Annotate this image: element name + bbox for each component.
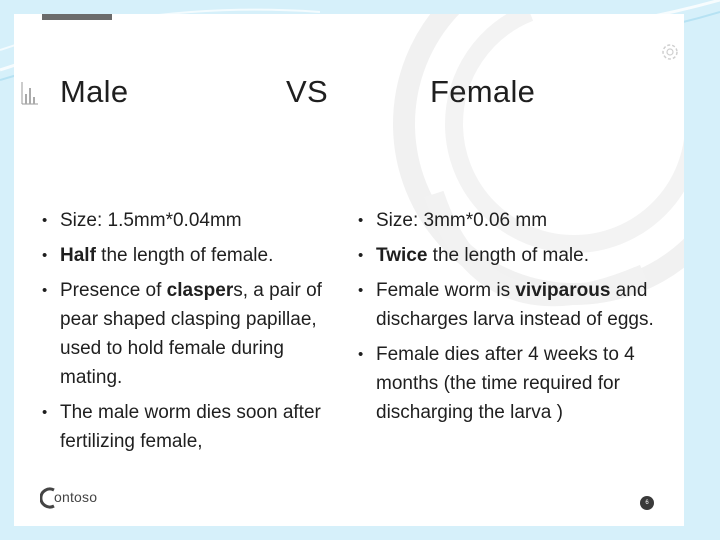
heading-female: Female — [430, 74, 536, 109]
list-item: • Female worm is viviparous and discharges larva instead of eggs. — [354, 276, 674, 334]
list-item: • Size: 1.5mm*0.04mm — [38, 206, 338, 235]
heading-vs: VS — [286, 74, 328, 109]
bullet-dot: • — [42, 282, 48, 299]
bullet-dot: • — [42, 212, 48, 229]
title-accent-bar — [42, 14, 112, 20]
list-item: • The male worm dies soon after fertilizing female, — [38, 398, 338, 456]
bar-chart-icon — [20, 80, 40, 106]
female-points-list — [354, 206, 674, 433]
list-item: • Size: 3mm*0.06 mm — [354, 206, 674, 235]
bullet-dot: • — [42, 247, 48, 264]
list-item: • Half the length of female. — [38, 241, 338, 270]
gear-icon — [658, 40, 682, 64]
bullet-dot: • — [358, 282, 364, 299]
heading-male: Male — [60, 74, 129, 109]
male-points-list — [38, 206, 338, 462]
slide — [14, 14, 684, 526]
bullet-dot: • — [358, 212, 364, 229]
bullet-dot: • — [358, 346, 364, 363]
list-item: • Twice the length of male. — [354, 241, 674, 270]
bullet-dot: • — [42, 404, 48, 421]
bullet-dot: • — [358, 247, 364, 264]
list-item: • Female dies after 4 weeks to 4 months (the time required for discharging the larva ) — [354, 340, 674, 427]
logo-text: ontoso — [54, 489, 98, 505]
page-number-badge: 6 — [640, 496, 654, 510]
list-item: • Presence of claspers, a pair of pear shaped clasping papillae, used to hold female during mating. — [38, 276, 338, 392]
